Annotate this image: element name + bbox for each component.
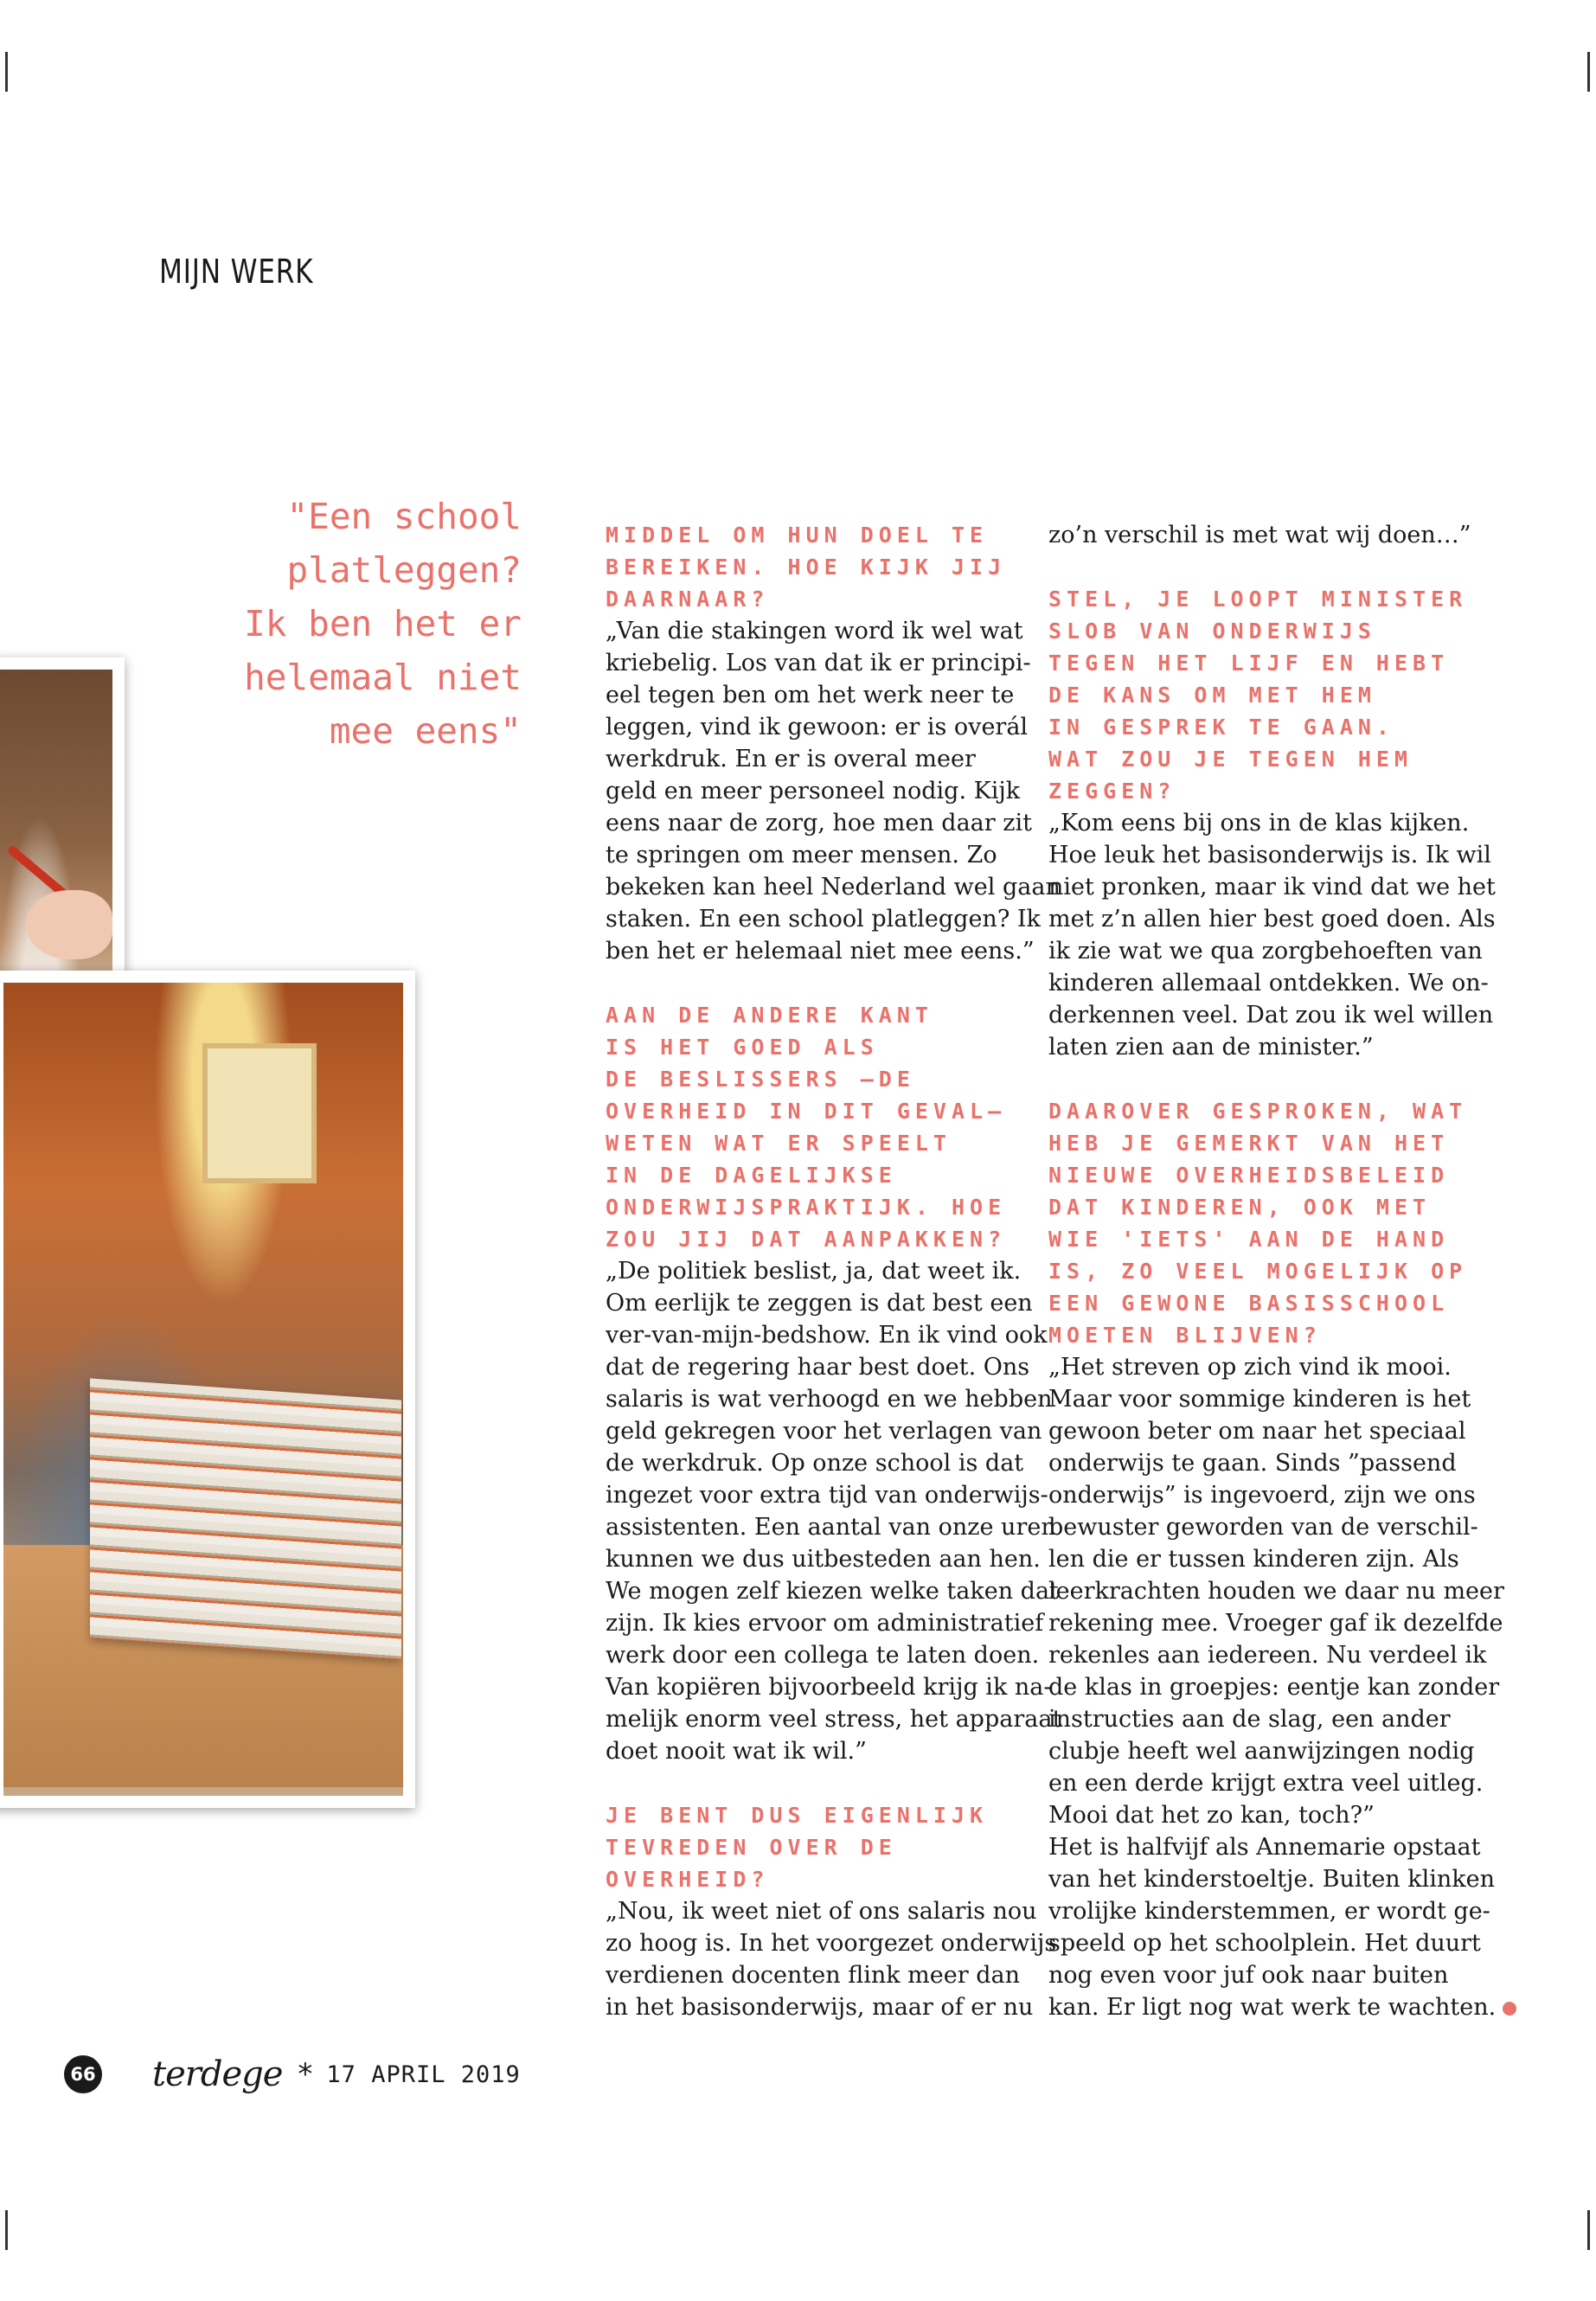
text-line: Om eerlijk te zeggen is dat best een — [606, 1290, 1033, 1317]
text-line: werk door een collega te laten doen. — [606, 1642, 1040, 1669]
text-line: BEREIKEN. HOE KIJK JIJ — [606, 554, 1007, 580]
text-line: HEB JE GEMERKT VAN HET — [1048, 1131, 1450, 1156]
text-line: NIEUWE OVERHEIDSBELEID — [1048, 1163, 1450, 1188]
text-line: MOETEN BLIJVEN? — [1048, 1323, 1322, 1348]
text-line: ZOU JIJ DAT AANPAKKEN? — [606, 1227, 1007, 1252]
interview-answer — [606, 615, 1061, 967]
text-line: onderwijs te gaan. Sinds ”passend — [1048, 1450, 1457, 1477]
paragraph-gap — [1048, 551, 1464, 583]
section-label: MIJN WERK — [159, 253, 314, 291]
pull-quote — [236, 490, 522, 758]
text-line: instructies aan de slag, een ander — [1048, 1706, 1451, 1733]
text-line: onderwijs” is ingevoerd, zijn we ons — [1048, 1482, 1476, 1509]
interview-answer — [1048, 519, 1471, 551]
text-line: OVERHEID? — [606, 1867, 770, 1892]
text-line: „De politiek beslist, ja, dat weet ik. — [606, 1258, 1022, 1285]
text-line: derkennen veel. Dat zou ik wel willen — [1048, 1002, 1494, 1029]
wall-poster-graphic — [202, 1043, 317, 1183]
text-line: rekenles aan iedereen. Nu verdeel ik — [1048, 1642, 1487, 1669]
interview-question — [606, 1799, 1021, 1895]
text-line: „Kom eens bij ons in de klas kijken. — [1048, 810, 1470, 836]
text-line: MIDDEL OM HUN DOEL TE — [606, 522, 989, 548]
text-line: en een derde krijgt extra veel uitleg. — [1048, 1770, 1484, 1797]
text-line: DAAROVER GESPROKEN, WAT — [1048, 1099, 1468, 1124]
text-line: leggen, vind ik gewoon: er is overál — [606, 714, 1029, 740]
text-line: WETEN WAT ER SPEELT — [606, 1131, 952, 1156]
text-line: met z’n allen hier best goed doen. Als — [1048, 906, 1496, 933]
text-line: staken. En een school platleggen? Ik — [606, 906, 1041, 933]
text-line: kunnen we dus uitbesteden aan hen. — [606, 1546, 1041, 1573]
text-line: AAN DE ANDERE KANT — [606, 1003, 933, 1028]
text-line: „Het streven op zich vind ik mooi. — [1048, 1354, 1452, 1381]
text-line: geld en meer personeel nodig. Kijk — [606, 778, 1021, 804]
interview-answer — [1048, 807, 1496, 1063]
text-line: assistenten. Een aantal van onze uren — [606, 1514, 1056, 1541]
separator-star: * — [298, 2057, 313, 2092]
pull-quote-line: platleggen? — [286, 549, 522, 591]
page-number: 66 — [64, 2055, 102, 2093]
article-column-1 — [606, 519, 1062, 2023]
text-line: Mooi dat het zo kan, toch?” — [1048, 1802, 1375, 1829]
text-line: zijn. Ik kies ervoor om administratief — [606, 1610, 1044, 1637]
text-line: ver-van-mijn-bedshow. En ik vind ook — [606, 1322, 1048, 1349]
text-line: STEL, JE LOOPT MINISTER — [1048, 586, 1468, 612]
text-line: IN GESPREK TE GAAN. — [1048, 715, 1394, 740]
crop-mark-top-left — [5, 52, 8, 92]
crop-mark-top-right — [1587, 52, 1590, 92]
crop-mark-bottom-right — [1587, 2210, 1590, 2250]
text-line: eens naar de zorg, hoe men daar zit — [606, 810, 1032, 836]
crop-mark-bottom-left — [5, 2210, 8, 2250]
issue-date: 17 APRIL 2019 — [326, 2061, 521, 2088]
text-line: WIE 'IETS' AAN DE HAND — [1048, 1227, 1450, 1252]
text-line: laten zien aan de minister.” — [1048, 1034, 1374, 1061]
text-line: ik zie wat we qua zorgbehoeften van — [1048, 938, 1483, 965]
text-line: verdienen docenten flink meer dan — [606, 1962, 1020, 1989]
text-line: doet nooit wat ik wil.” — [606, 1738, 867, 1765]
text-line: IS HET GOED ALS — [606, 1035, 879, 1060]
text-line: ben het er helemaal niet mee eens.” — [606, 938, 1035, 965]
text-line: Het is halfvijf als Annemarie opstaat — [1048, 1834, 1481, 1861]
text-line: ZEGGEN? — [1048, 779, 1176, 804]
text-line: OVERHEID IN DIT GEVAL— — [606, 1099, 1007, 1124]
text-line: melijk enorm veel stress, het apparaat — [606, 1706, 1062, 1733]
paragraph-gap — [606, 1767, 1021, 1799]
text-line: ingezet voor extra tijd van onderwijs- — [606, 1482, 1048, 1509]
text-line: DAARNAAR? — [606, 586, 770, 612]
text-line: DE BESLISSERS —DE — [606, 1067, 915, 1092]
text-line: van het kinderstoeltje. Buiten klinken — [1048, 1866, 1496, 1893]
text-line: IS, ZO VEEL MOGELIJK OP — [1048, 1259, 1468, 1284]
text-line: TEVREDEN OVER DE — [606, 1835, 897, 1860]
text-line: leerkrachten houden we daar nu meer — [1048, 1578, 1504, 1605]
classroom-photo-books — [0, 971, 415, 1808]
text-line: len die er tussen kinderen zijn. Als — [1048, 1546, 1459, 1573]
text-line: Van kopiëren bijvoorbeeld krijg ik na- — [606, 1674, 1052, 1701]
interview-question — [1048, 583, 1468, 807]
text-line: rekening mee. Vroeger gaf ik dezelfde — [1048, 1610, 1503, 1637]
text-line: DAT KINDEREN, OOK MET — [1048, 1195, 1432, 1220]
interview-question — [1048, 1095, 1468, 1351]
text-line: Maar voor sommige kinderen is het — [1048, 1386, 1471, 1413]
page-footer — [64, 2054, 521, 2094]
interview-answer — [606, 1895, 1057, 2023]
text-line: eel tegen ben om het werk neer te — [606, 682, 1015, 708]
pull-quote-line: Ik ben het er — [244, 603, 522, 644]
text-line: JE BENT DUS EIGENLIJK — [606, 1803, 989, 1828]
text-line: zo hoog is. In het voorgezet onderwijs — [606, 1930, 1057, 1957]
interview-question — [606, 519, 1021, 615]
magazine-brand: terdege — [152, 2054, 283, 2094]
text-line: te springen om meer mensen. Zo — [606, 842, 997, 868]
text-line: bekeken kan heel Nederland wel gaan — [606, 874, 1061, 901]
text-line: nog even voor juf ook naar buiten — [1048, 1962, 1449, 1989]
end-of-article-dot — [1503, 2002, 1516, 2016]
text-line: clubje heeft wel aanwijzingen nodig — [1048, 1738, 1475, 1765]
text-line: DE KANS OM MET HEM — [1048, 683, 1376, 708]
text-line: salaris is wat verhoogd en we hebben — [606, 1386, 1053, 1413]
text-line: „Nou, ik weet niet of ons salaris nou — [606, 1898, 1037, 1925]
pull-quote-line: "Een school — [286, 496, 522, 537]
article-column-2 — [1048, 519, 1504, 2023]
text-line: kinderen allemaal ontdekken. We on- — [1048, 970, 1489, 997]
interview-answer — [606, 1255, 1062, 1767]
text-line: vrolijke kinderstemmen, er wordt ge- — [1048, 1898, 1490, 1925]
pull-quote-line: helemaal niet — [244, 657, 522, 698]
interview-question — [606, 999, 1021, 1255]
text-line: We mogen zelf kiezen welke taken dat — [606, 1578, 1059, 1605]
text-line: dat de regering haar best doet. Ons — [606, 1354, 1030, 1381]
text-line: „Van die stakingen word ik wel wat — [606, 618, 1023, 644]
text-line: niet pronken, maar ik vind dat we het — [1048, 874, 1496, 901]
interview-answer — [1048, 1351, 1504, 2023]
text-line: zo’n verschil is met wat wij doen…” — [1048, 522, 1471, 548]
pull-quote-line: mee eens" — [329, 710, 522, 752]
text-line: geld gekregen voor het verlagen van — [606, 1418, 1042, 1445]
text-line: IN DE DAGELIJKSE — [606, 1163, 897, 1188]
text-line: de klas in groepjes: eentje kan zonder — [1048, 1674, 1500, 1701]
text-line: kriebelig. Los van dat ik er principi- — [606, 650, 1031, 676]
paragraph-gap — [1048, 1063, 1464, 1095]
book-stack-graphic — [90, 1378, 401, 1659]
text-line: ONDERWIJSPRAKTIJK. HOE — [606, 1195, 1007, 1220]
text-line: bewuster geworden van de verschil- — [1048, 1514, 1478, 1541]
text-line: werkdruk. En er is overal meer — [606, 746, 976, 772]
text-line: SLOB VAN ONDERWIJS — [1048, 619, 1376, 644]
text-line: in het basisonderwijs, maar of er nu — [606, 1994, 1034, 2021]
text-line: Hoe leuk het basisonderwijs is. Ik wil — [1048, 842, 1491, 868]
paragraph-gap — [606, 967, 1021, 999]
hand-graphic — [26, 890, 112, 959]
text-line: WAT ZOU JE TEGEN HEM — [1048, 747, 1413, 772]
text-line: kan. Er ligt nog wat werk te wachten. — [1048, 1991, 1464, 2023]
text-line: EEN GEWONE BASISSCHOOL — [1048, 1291, 1450, 1316]
text-line: speeld op het schoolplein. Het duurt — [1048, 1930, 1481, 1957]
text-line: TEGEN HET LIJF EN HEBT — [1048, 651, 1450, 676]
text-line: de werkdruk. Op onze school is dat — [606, 1450, 1024, 1477]
text-line: gewoon beter om naar het speciaal — [1048, 1418, 1466, 1445]
